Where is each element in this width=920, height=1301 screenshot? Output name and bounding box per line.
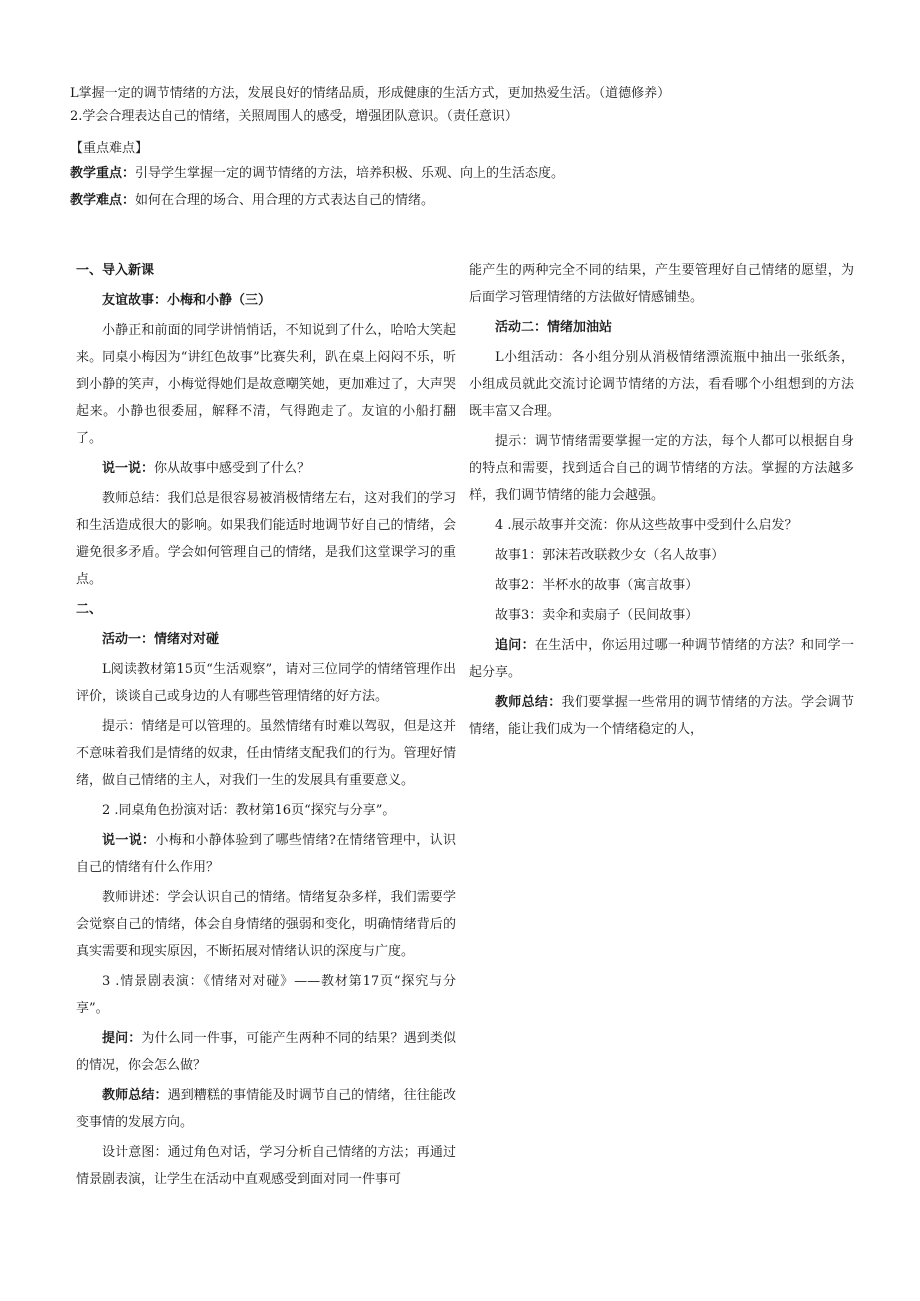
story-two: 故事2：半杯水的故事（寓言故事） — [495, 578, 699, 593]
story-one: 故事1：郭沫若改联救少女（名人故事） — [495, 548, 725, 563]
teaching-difficulty-text: 如何在合理的场合、用合理的方式表达自己的情绪。 — [135, 193, 435, 208]
teacher-lecture: 教师讲述：学会认识自己的情绪。情绪复杂多样，我们需要学会觉察自己的情绪，体会自身情绪的强弱和变化，明确情绪背后的真实需要和现实原因，不断拓展对情绪认识的深度与广度。 — [76, 890, 456, 959]
question-text: 为什么同一件事，可能产生两种不同的结果？遇到类似的情况，你会怎么做？ — [76, 1031, 456, 1073]
say-one-text: 你从故事中感受到了什么？ — [154, 461, 311, 476]
teaching-focus-label: 教学重点： — [70, 166, 136, 181]
say-two-label: 说一说： — [102, 833, 156, 848]
say-two — [76, 827, 456, 881]
say-one — [76, 455, 456, 482]
say-two-text: 小梅和小静体验到了哪些情绪?在情绪管理中，认识自己的情绪有什么作用？ — [76, 833, 456, 875]
story-title: 友谊故事：小梅和小静（三） — [102, 293, 272, 308]
teaching-focus — [70, 160, 860, 187]
objectives-block — [70, 82, 860, 214]
teaching-difficulty-label: 教学难点： — [70, 193, 136, 208]
teacher-summary-3 — [469, 689, 854, 743]
design-intent: 设计意图：通过角色对话，学习分析自己情绪的方法；再通过情景剧表演，让学生在活动中直观感受到面对同一件事可 — [76, 1145, 456, 1187]
item-two: 2 .同桌角色扮演对话：教材第16页“探究与分享”。 — [102, 803, 396, 818]
teacher-summary-3-label: 教师总结： — [495, 695, 562, 710]
section-heading-two: 二、 — [76, 602, 103, 617]
design-intent-continued: 能产生的两种完全不同的结果，产生要管理好自己情绪的愿望，为后面学习管理情绪的方法做好情感铺垫。 — [469, 263, 854, 305]
goal-1: L掌握一定的调节情绪的方法，发展良好的情绪品质，形成健康的生活方式，更加热爱生活。（道德修养） — [70, 86, 671, 101]
follow-up-text: 在生活中，你运用过哪一种调节情绪的方法？和同学一起分享。 — [469, 638, 854, 680]
reading-task: L阅读教材第15页“生活观察”，请对三位同学的情绪管理作出评价，谈谈自己或身边的人有哪些管理情绪的好方法。 — [76, 662, 456, 704]
follow-up-label: 追问： — [495, 638, 535, 653]
item-three: 3 .情景剧表演：《情绪对对碰》——教材第17页“探究与分享”。 — [76, 974, 456, 1016]
hint-one: 提示：情绪是可以管理的。虽然情绪有时难以驾驭，但是这并不意味着我们是情绪的奴隶，任由情绪支配我们的行为。管理好情绪，做自己情绪的主人，对我们一生的发展具有重要意义。 — [76, 719, 456, 788]
follow-up-question — [469, 632, 854, 686]
teaching-focus-text: 引导学生掌握一定的调节情绪的方法，培养积极、乐观、向上的生活态度。 — [135, 166, 565, 181]
question-label: 提问： — [102, 1031, 142, 1046]
key-points-heading: 【重点难点】 — [70, 141, 149, 156]
teacher-summary-2 — [76, 1082, 456, 1136]
goal-2: 2.学会合理表达自己的情绪，关照周围人的感受，增强团队意识。（责任意识） — [70, 109, 518, 124]
hint-two: 提示：调节情绪需要掌握一定的方法，每个人都可以根据自身的特点和需要，找到适合自己的调节情绪的方法。掌握的方法越多样，我们调节情绪的能力会越强。 — [469, 434, 854, 503]
activity-one-title: 活动一：情绪对对碰 — [102, 632, 220, 647]
group-activity: L小组活动：各小组分别从消极情绪漂流瓶中抽出一张纸条，小组成员就此交流讨论调节情绪的方法，看看哪个小组想到的方法既丰富又合理。 — [469, 350, 854, 419]
teacher-summary-2-text: 遇到糟糕的事情能及时调节自己的情绪，往往能改变事情的发展方向。 — [76, 1088, 456, 1130]
story-three: 故事3：卖伞和卖扇子（民间故事） — [495, 608, 699, 623]
activity-two-title: 活动二：情绪加油站 — [495, 320, 613, 335]
question — [76, 1025, 456, 1079]
teaching-difficulty — [70, 187, 860, 214]
teacher-summary-1: 教师总结：我们总是很容易被消极情绪左右，这对我们的学习和生活造成很大的影响。如果我们能适时地调节好自己的情绪，会避免很多矛盾。学会如何管理自己的情绪，是我们这堂课学习的重点。 — [76, 491, 456, 587]
say-one-label: 说一说： — [102, 461, 155, 476]
teacher-summary-2-label: 教师总结： — [102, 1088, 168, 1103]
section-heading-intro: 一、导入新课 — [76, 263, 155, 278]
item-four: 4 .展示故事并交流：你从这些故事中受到什么启发？ — [495, 518, 798, 533]
teacher-summary-3-text: 我们要掌握一些常用的调节情绪的方法。学会调节情绪，能让我们成为一个情绪稳定的人， — [469, 695, 854, 737]
left-column — [76, 257, 456, 1196]
story-text: 小静正和前面的同学讲悄悄话，不知说到了什么，哈哈大笑起来。同桌小梅因为“讲红色故事”比赛失利，趴在桌上闷闷不乐，听到小静的笑声，小梅觉得她们是故意嘲笑她，更加难过了，大声哭起来。小静也很委屈，解释不清，气得跑走了。友谊的小船打翻了。 — [76, 323, 456, 446]
right-column — [469, 257, 854, 746]
